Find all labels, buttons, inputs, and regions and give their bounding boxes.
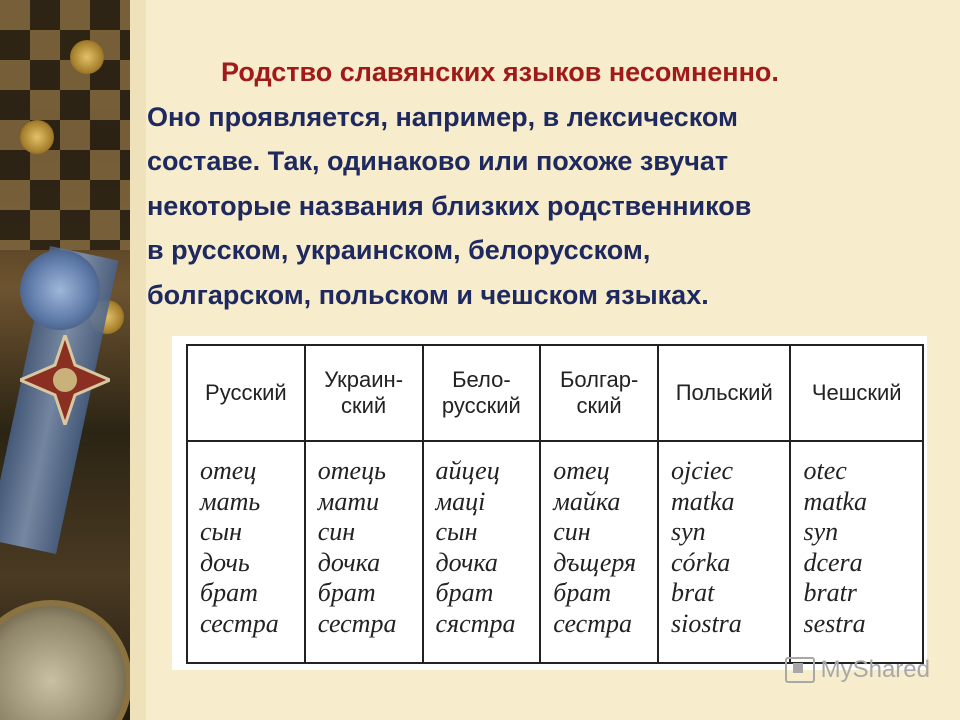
word-cell: дъщеря	[553, 547, 637, 577]
word-cell: сестра	[200, 608, 279, 638]
strip-divider	[130, 0, 146, 720]
header-polish	[658, 345, 790, 441]
paragraph-lead: Родство славянских языков несомненно.	[221, 57, 779, 87]
paragraph-line: болгарском, польском и чешском языках.	[147, 279, 709, 310]
word-cell: otec	[803, 456, 847, 485]
column-belarusian	[423, 441, 541, 663]
word-cell: ojciec	[671, 456, 734, 485]
word-cell: syn	[671, 517, 706, 546]
header-label: Русский	[205, 380, 287, 405]
medal-cross-icon	[20, 335, 110, 425]
word-cell: маці	[435, 486, 486, 516]
compass-icon	[0, 600, 130, 720]
word-cell: brat	[671, 578, 715, 607]
word-cell: дочь	[200, 547, 250, 577]
word-cell: брат	[200, 578, 258, 607]
kinship-terms-table	[186, 344, 924, 664]
word-cell: мать	[200, 486, 261, 516]
brass-button-icon	[20, 120, 54, 154]
column-czech	[790, 441, 923, 663]
word-cell: сын	[435, 517, 478, 546]
header-belarusian	[423, 345, 541, 441]
word-cell: дочка	[317, 547, 381, 577]
word-cell: айцец	[435, 456, 500, 485]
word-cell: sestra	[803, 608, 866, 638]
kinship-table-image	[172, 336, 927, 670]
myshared-logo-icon	[785, 657, 815, 683]
header-label: Бело- русский	[441, 367, 521, 418]
header-bulgarian	[540, 345, 658, 441]
decorative-photo-strip	[0, 0, 130, 720]
header-ukrainian	[305, 345, 423, 441]
table-header-row	[187, 345, 923, 441]
word-cell: matka	[803, 486, 868, 516]
header-label: Польский	[675, 380, 773, 405]
header-label: Чешский	[811, 380, 902, 405]
word-cell: отец	[200, 456, 257, 485]
word-cell: córka	[671, 547, 731, 577]
column-russian	[187, 441, 305, 663]
word-cell: matka	[671, 486, 735, 516]
paragraph-line: некоторые названия близких родственников	[147, 190, 752, 221]
word-cell: мати	[317, 486, 380, 516]
column-bulgarian	[540, 441, 658, 663]
word-cell: брат	[435, 578, 494, 607]
brass-button-icon	[70, 40, 104, 74]
header-label: Украин- ский	[324, 367, 404, 418]
word-cell: син	[317, 517, 356, 546]
word-cell: майка	[553, 486, 621, 516]
header-russian	[187, 345, 305, 441]
watermark-text: MyShared	[820, 656, 930, 683]
table-row	[187, 441, 923, 663]
word-cell: bratr	[803, 578, 857, 607]
word-cell: сястра	[435, 608, 516, 638]
word-cell: дочка	[435, 547, 498, 577]
column-ukrainian	[305, 441, 423, 663]
watermark	[785, 656, 930, 684]
word-cell: отець	[317, 456, 386, 485]
column-polish	[658, 441, 790, 663]
header-label: Болгар- ский	[559, 367, 639, 418]
paragraph-line: в русском, украинском, белорусском,	[147, 235, 651, 265]
word-cell: dcera	[803, 547, 863, 577]
word-cell: сын	[200, 517, 243, 546]
word-cell: сестра	[553, 608, 632, 638]
word-cell: siostra	[671, 608, 742, 638]
paragraph-line: составе. Так, одинаково или похоже звучат	[147, 146, 729, 176]
word-cell: брат	[553, 578, 612, 607]
word-cell: syn	[803, 517, 839, 546]
word-cell: син	[553, 517, 591, 546]
paragraph-line: Оно проявляется, например, в лексическом	[147, 101, 738, 132]
main-paragraph	[147, 50, 947, 317]
word-cell: сестра	[317, 608, 397, 638]
word-cell: отец	[553, 456, 610, 485]
medal-rosette-icon	[20, 250, 100, 330]
header-czech	[790, 345, 923, 441]
word-cell: брат	[317, 578, 376, 607]
chessboard-pattern	[0, 0, 130, 250]
